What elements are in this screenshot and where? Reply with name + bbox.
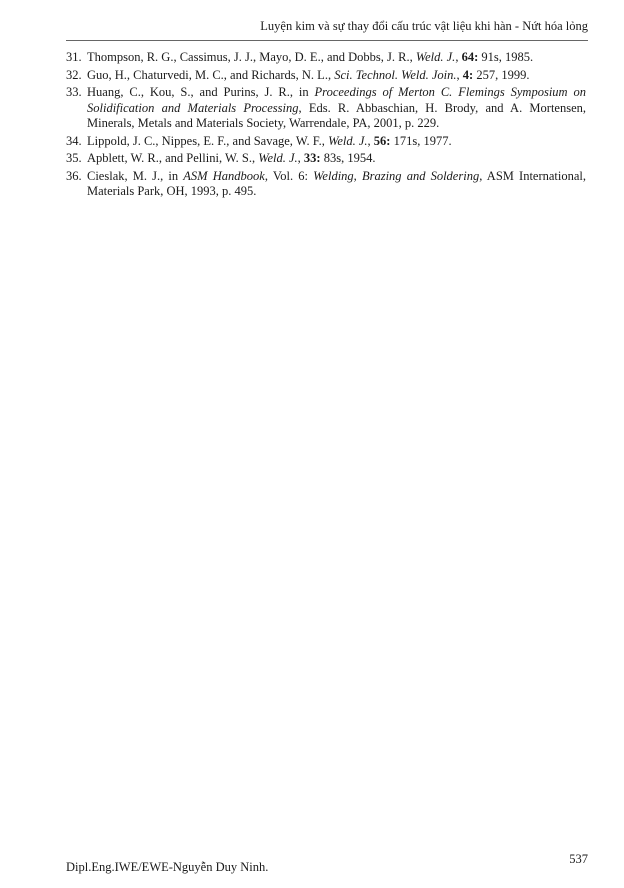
reference-tail: 91s, 1985. (478, 50, 534, 64)
reference-source: Proceedings of Merton C. Flemings Symposium on Solidification and Materials Processing (87, 85, 586, 115)
reference-authors: Cieslak, M. J., in (87, 168, 184, 183)
reference-mid: , Vol. 6: (264, 168, 314, 183)
reference-volume: 56: (373, 133, 391, 148)
reference-tail: 171s, 1977. (390, 133, 452, 148)
reference-authors: Huang, C., Kou, S., and Purins, J. R., in (87, 85, 315, 99)
page-number: 537 (569, 852, 588, 866)
reference-text (87, 68, 586, 84)
reference-tail: 83s, 1954. (320, 151, 376, 165)
reference-item (66, 151, 586, 167)
reference-source: ASM Handbook (183, 168, 265, 183)
reference-number: 36. (66, 168, 82, 183)
reference-source: Weld. J. (258, 151, 298, 165)
reference-source: Weld. J. (328, 133, 368, 148)
reference-source: Sci. Technol. Weld. Join. (334, 67, 457, 82)
reference-volume: 4: (462, 67, 474, 82)
header-rule (66, 40, 588, 41)
reference-separator: , (455, 50, 462, 64)
reference-number: 31. (66, 50, 82, 64)
reference-number: 32. (66, 67, 82, 82)
reference-item (66, 134, 586, 150)
reference-text (87, 169, 586, 200)
running-header: Luyện kim và sự thay đổi cấu trúc vật liệu khi hàn - Nứt hóa lỏng (260, 19, 588, 33)
reference-authors: Guo, H., Chaturvedi, M. C., and Richards, N. L., (87, 67, 335, 82)
reference-authors: Apblett, W. R., and Pellini, W. S., (87, 151, 259, 165)
reference-text (87, 85, 586, 132)
reference-source-secondary: Welding, Brazing and Soldering (313, 168, 480, 183)
reference-source: Weld. J. (415, 50, 456, 64)
reference-item (66, 85, 586, 132)
reference-tail: , Eds. R. Abbaschian, H. Brody, and A. Mortensen, Minerals, Metals and Materials Society, Warrendale, PA, 2001, p. 229. (87, 100, 586, 130)
footer-author: Dipl.Eng.IWE/EWE-Nguyễn Duy Ninh. (66, 860, 269, 874)
reference-list (66, 50, 586, 202)
reference-text (87, 151, 586, 167)
reference-item (66, 68, 586, 84)
reference-number: 35. (66, 151, 82, 165)
reference-text (87, 50, 586, 66)
reference-text (87, 134, 586, 150)
reference-item (66, 50, 586, 66)
reference-separator: , (367, 133, 374, 148)
reference-number: 34. (66, 133, 82, 148)
reference-separator: , (297, 151, 304, 165)
reference-tail: , ASM International, Materials Park, OH, 1993, p. 495. (87, 168, 587, 198)
reference-item (66, 169, 586, 200)
reference-authors: Thompson, R. G., Cassimus, J. J., Mayo, D. E., and Dobbs, J. R., (87, 50, 416, 64)
reference-volume: 64: (461, 50, 479, 64)
reference-authors: Lippold, J. C., Nippes, E. F., and Savage, W. F., (87, 133, 329, 148)
reference-separator: , (456, 67, 463, 82)
reference-volume: 33: (303, 151, 321, 165)
reference-number: 33. (66, 85, 82, 99)
reference-tail: 257, 1999. (473, 67, 530, 82)
